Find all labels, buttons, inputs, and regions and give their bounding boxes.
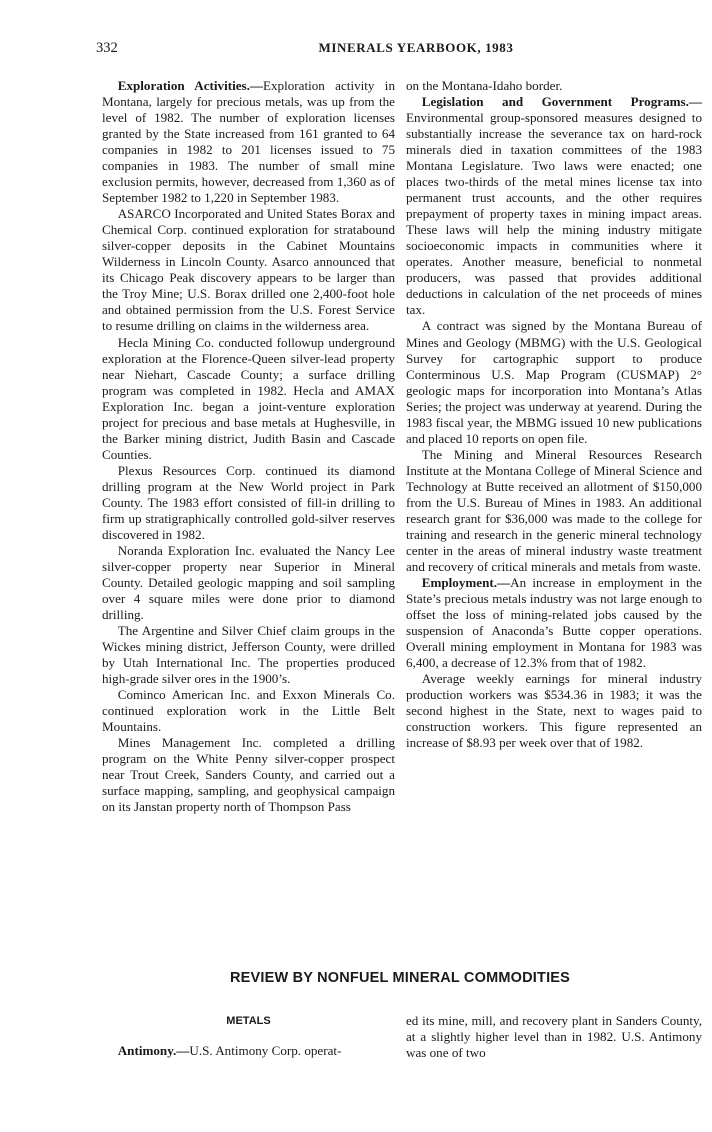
run-in-heading: Legislation and Government Programs.— — [421, 94, 702, 110]
subsection-heading: METALS — [226, 1015, 271, 1027]
run-in-heading: Employment.— — [421, 574, 511, 590]
paragraph: Noranda Exploration Inc. evaluated the Nancy Lee silver-copper property near Superior in Mineral County. Detailed geologic mapping and soil sampling over 4 square miles were done prior to diamond drilling. — [102, 542, 395, 623]
paragraph-body: U.S. Antimony Corp. operat- — [189, 1043, 342, 1058]
section-heading: REVIEW BY NONFUEL MINERAL COMMODITIES — [229, 970, 571, 986]
paragraph: The Mining and Mineral Resources Research Institute at the Montana College of Mineral Science and Technology at Butte received an allotment of $150,000 from the U.S. Bureau of Mines in 1983. An additional research grant for $36,000 was made to the college for training and research in the generic mineral technology center in the areas of mineral industry waste treatment and recovery of critical minerals and metals from waste. — [406, 446, 702, 574]
paragraph: Mines Management Inc. completed a drilling program on the White Penny silver-copper prospect near Trout Creek, Sanders County, and carried out a surface mapping, sampling, and geophysical campaign on its Janstan property north of Thompson Pass — [102, 735, 395, 815]
paragraph: ASARCO Incorporated and United States Borax and Chemical Corp. continued exploration for stratabound silver-copper deposits in the Cabinet Mountains Wilderness in Lincoln County. Asarco announced that its Chicago Peak discovery appears to be larger than the Troy Mine; U.S. Borax drilled one 2,400-foot hole and obtained permission from the U.S. Forest Service to resume drilling on claims in the wilderness area. — [102, 206, 395, 334]
paragraph-continuation: on the Montana-Idaho border. — [406, 78, 563, 93]
paragraph — [406, 94, 702, 318]
paragraph: The Argentine and Silver Chief claim groups in the Wickes mining district, Jefferson County, were drilled by Utah International Inc. The properties produced high-grade silver ores in the 1900’s. — [102, 623, 395, 687]
page-header — [96, 40, 696, 60]
page-number: 332 — [96, 40, 118, 56]
section-left-column — [102, 1043, 395, 1059]
running-head: MINERALS YEARBOOK, 1983 — [318, 40, 514, 55]
paragraph — [406, 575, 702, 671]
paragraph-body: Exploration activity in Montana, largely for precious metals, was up from the level of 1982. The number of exploration licenses granted by the State increased from 161 granted to 64 companies in 1982 to 201 licenses issued to 75 companies in 1983. The number of small mine exclusion permits, however, decreased from 1,360 as of September 1982 to 1,220 in September 1983. — [102, 78, 395, 206]
paragraph: A contract was signed by the Montana Bureau of Mines and Geology (MBMG) with the U.S. Geological Survey for cartographic support to produce Conterminous U.S. Map Program (CUSMAP) 2° geologic maps for incorporation into Montana’s Atlas Series; the project was underway at yearend. During the 1983 fiscal year, the MBMG issued 10 new publications and placed 10 reports on open file. — [406, 318, 702, 446]
right-column — [406, 78, 702, 751]
paragraph-body: An increase in employment in the State’s precious metals industry was not large enough to offset the loss of mining-related jobs caused by the suspension of Anaconda’s Butte copper operations. Overall mining employment in Montana for 1983 was 6,400, a decrease of 12.3% from that of 1982. — [406, 574, 702, 671]
paragraph-continuation: ed its mine, mill, and recovery plant in Sanders County, at a slightly higher level than in 1982. U.S. Antimony was one of two — [406, 1013, 702, 1061]
left-column — [102, 78, 395, 815]
paragraph: Hecla Mining Co. conducted followup underground exploration at the Florence-Queen silver-lead property near Niehart, Cascade County; a surface drilling program was completed in 1982. Hecla and AMAX Exploration Inc. began a joint-venture exploration project for precious and base metals at Hughesville, in the Barker mining district, Judith Basin and Cascade Counties. — [102, 334, 395, 462]
paragraph — [102, 1043, 395, 1059]
paragraph-body: Environmental group-sponsored measures designed to substantially increase the severance tax on hard-rock minerals died in taxation committees of the 1983 Montana Legislature. Two laws were enacted; one places two-thirds of the metal mines license tax into permanent trust accounts, and the other requires prepayment of property taxes in mining impact areas. These laws will help the mining industry mitigate socioeconomic impacts in communities where it operates. Another measure, beneficial to nonmetal producers, was passed that provides additional deductions in calculation of the net proceeds of mines tax. — [406, 110, 702, 318]
paragraph: Average weekly earnings for mineral industry production workers was $534.36 in 1983; it was the second highest in the State, next to wages paid to construction workers. This figure represented an increase of $8.93 per week over that of 1982. — [406, 671, 702, 751]
paragraph: Plexus Resources Corp. continued its diamond drilling program at the New World project in Park County. The 1983 effort consisted of fill-in drilling to firm up stratigraphically controlled gold-silver reserves discovered in 1982. — [102, 462, 395, 542]
run-in-heading: Exploration Activities.— — [117, 78, 264, 93]
paragraph: Cominco American Inc. and Exxon Minerals Co. continued exploration work in the Little Belt Mountains. — [102, 687, 395, 735]
section-right-column — [406, 1013, 702, 1061]
run-in-heading: Antimony.— — [117, 1043, 190, 1058]
paragraph — [102, 78, 395, 206]
